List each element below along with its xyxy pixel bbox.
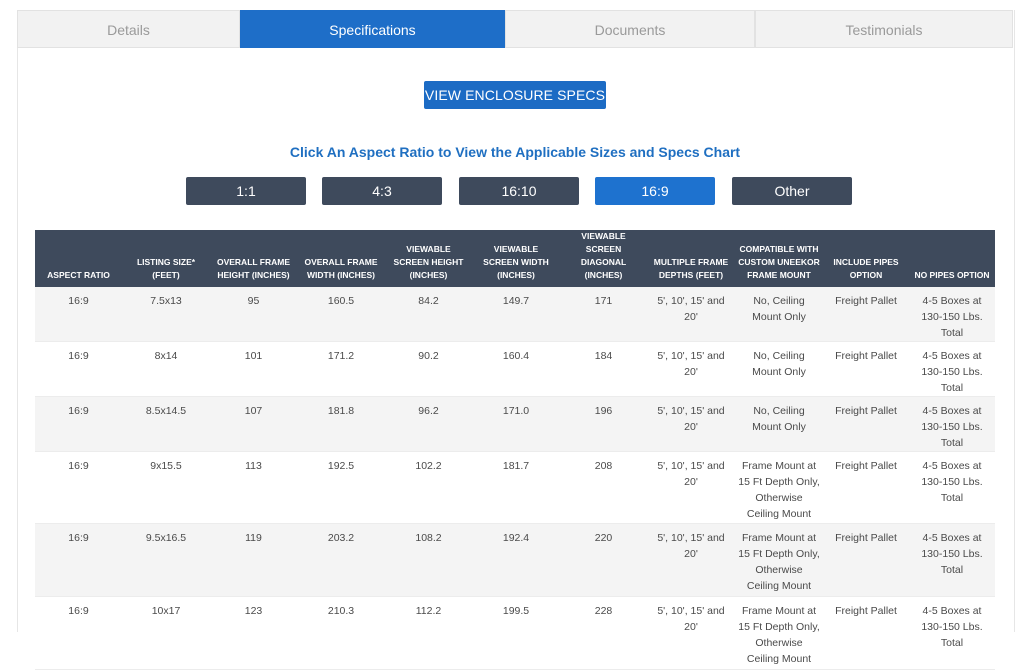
tab-bar [17,10,1013,48]
table-cell: 9.5x16.5 [122,524,210,597]
table-cell: 9x15.5 [122,452,210,524]
table-cell: 4-5 Boxes at 130-150 Lbs. Total [909,452,995,524]
table-cell: 4-5 Boxes at 130-150 Lbs. Total [909,397,995,452]
table-cell: 8.5x14.5 [122,397,210,452]
table-cell: Freight Pallet [823,452,909,524]
table-cell: 123 [210,597,297,670]
table-cell: 192.5 [297,452,385,524]
table-cell: Freight Pallet [823,597,909,670]
table-cell: 4-5 Boxes at 130-150 Lbs. Total [909,524,995,597]
table-cell: 181.8 [297,397,385,452]
table-cell: 16:9 [35,342,122,397]
table-cell: 228 [560,597,647,670]
table-cell: Freight Pallet [823,287,909,342]
table-cell: No, Ceiling Mount Only [735,397,823,452]
col-header-aspect-ratio: ASPECT RATIO [35,230,122,287]
table-cell: 16:9 [35,524,122,597]
table-cell: 184 [560,342,647,397]
table-cell: 5', 10', 15' and 20' [647,597,735,670]
specs-table [35,230,995,670]
tab-details[interactable]: Details [17,10,240,48]
table-row [35,597,995,670]
table-cell: 196 [560,397,647,452]
table-cell: 5', 10', 15' and 20' [647,342,735,397]
table-row [35,397,995,452]
table-cell: 7.5x13 [122,287,210,342]
table-cell: 108.2 [385,524,472,597]
table-cell: Freight Pallet [823,397,909,452]
table-cell: 203.2 [297,524,385,597]
col-header-include-pipes: INCLUDE PIPES OPTION [823,230,909,287]
table-cell: No, Ceiling Mount Only [735,287,823,342]
col-header-frame-mount: COMPATIBLE WITH CUSTOM UNEEKOR FRAME MOUNT [735,230,823,287]
table-cell: 16:9 [35,397,122,452]
table-cell: 16:9 [35,597,122,670]
table-cell: 208 [560,452,647,524]
table-cell: 199.5 [472,597,560,670]
tab-specifications[interactable]: Specifications [240,10,505,48]
table-cell: 160.5 [297,287,385,342]
table-cell: 4-5 Boxes at 130-150 Lbs. Total [909,287,995,342]
table-cell: Frame Mount at 15 Ft Depth Only, Otherwise Ceiling Mount [735,597,823,670]
table-cell: 16:9 [35,452,122,524]
table-cell: 102.2 [385,452,472,524]
table-cell: 192.4 [472,524,560,597]
table-cell: 10x17 [122,597,210,670]
table-cell: Frame Mount at 15 Ft Depth Only, Otherwise Ceiling Mount [735,452,823,524]
ratio-button-other[interactable]: Other [732,177,852,205]
table-cell: 107 [210,397,297,452]
table-row [35,524,995,597]
view-enclosure-specs-button[interactable]: VIEW ENCLOSURE SPECS [424,81,606,109]
table-cell: 119 [210,524,297,597]
table-cell: 16:9 [35,287,122,342]
aspect-ratio-heading: Click An Aspect Ratio to View the Applicable Sizes and Specs Chart [289,144,741,160]
ratio-button-16-10[interactable]: 16:10 [459,177,579,205]
table-cell: 84.2 [385,287,472,342]
table-cell: 210.3 [297,597,385,670]
table-row [35,287,995,342]
tab-documents[interactable]: Documents [505,10,755,48]
table-cell: No, Ceiling Mount Only [735,342,823,397]
table-row [35,342,995,397]
table-cell: 5', 10', 15' and 20' [647,287,735,342]
ratio-button-16-9[interactable]: 16:9 [595,177,715,205]
ratio-button-1-1[interactable]: 1:1 [186,177,306,205]
col-header-listing-size: LISTING SIZE* (FEET) [122,230,210,287]
table-cell: 171 [560,287,647,342]
table-cell: 113 [210,452,297,524]
col-header-screen-width: VIEWABLE SCREEN WIDTH (INCHES) [472,230,560,287]
table-cell: 4-5 Boxes at 130-150 Lbs. Total [909,597,995,670]
table-cell: 90.2 [385,342,472,397]
table-cell: 220 [560,524,647,597]
table-cell: 5', 10', 15' and 20' [647,397,735,452]
table-cell: 5', 10', 15' and 20' [647,452,735,524]
table-cell: 8x14 [122,342,210,397]
table-cell: 171.2 [297,342,385,397]
table-header-row [35,230,995,287]
table-cell: Freight Pallet [823,342,909,397]
table-cell: 101 [210,342,297,397]
table-cell: Freight Pallet [823,524,909,597]
tab-testimonials[interactable]: Testimonials [755,10,1013,48]
table-cell: 95 [210,287,297,342]
ratio-button-4-3[interactable]: 4:3 [322,177,442,205]
table-cell: 5', 10', 15' and 20' [647,524,735,597]
col-header-screen-diagonal: VIEWABLE SCREEN DIAGONAL (INCHES) [560,230,647,287]
table-row [35,452,995,524]
col-header-screen-height: VIEWABLE SCREEN HEIGHT (INCHES) [385,230,472,287]
table-cell: 96.2 [385,397,472,452]
col-header-frame-width: OVERALL FRAME WIDTH (INCHES) [297,230,385,287]
table-cell: 149.7 [472,287,560,342]
col-header-frame-height: OVERALL FRAME HEIGHT (INCHES) [210,230,297,287]
table-cell: 171.0 [472,397,560,452]
table-cell: 181.7 [472,452,560,524]
table-cell: 160.4 [472,342,560,397]
table-cell: 4-5 Boxes at 130-150 Lbs. Total [909,342,995,397]
table-cell: Frame Mount at 15 Ft Depth Only, Otherwise Ceiling Mount [735,524,823,597]
col-header-no-pipes: NO PIPES OPTION [909,230,995,287]
table-cell: 112.2 [385,597,472,670]
col-header-frame-depths: MULTIPLE FRAME DEPTHS (FEET) [647,230,735,287]
